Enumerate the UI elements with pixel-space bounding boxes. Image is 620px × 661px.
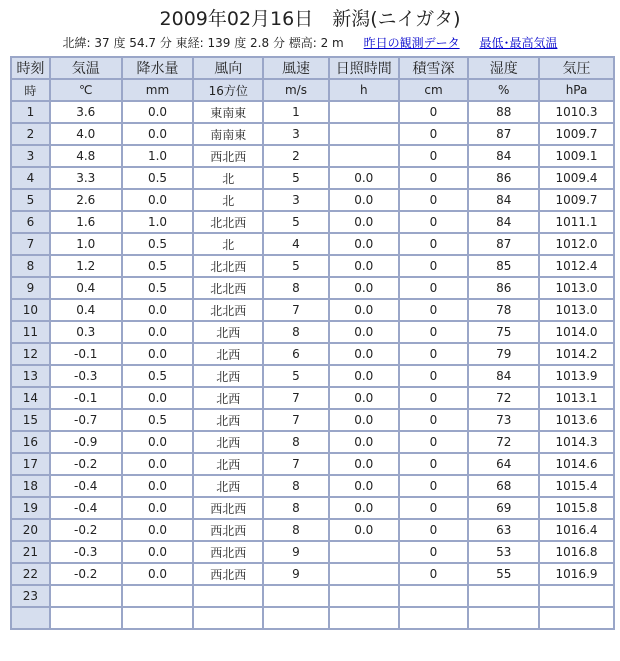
cell-sunshine [329, 607, 399, 629]
cell-temperature: -0.1 [50, 343, 122, 365]
cell-wind-direction: 北西 [193, 365, 263, 387]
cell-wind-speed: 4 [263, 233, 329, 255]
cell-temperature [50, 585, 122, 607]
header-wind-direction: 風向 [193, 57, 263, 79]
cell-temperature: 1.6 [50, 211, 122, 233]
header-humidity: 湿度 [468, 57, 539, 79]
cell-precipitation: 0.0 [122, 475, 194, 497]
cell-snow-depth: 0 [399, 233, 469, 255]
table-row [11, 189, 614, 211]
cell-temperature: 0.4 [50, 277, 122, 299]
cell-hour: 9 [11, 277, 50, 299]
cell-wind-speed [263, 585, 329, 607]
cell-snow-depth: 0 [399, 453, 469, 475]
cell-humidity: 55 [468, 563, 539, 585]
cell-humidity: 73 [468, 409, 539, 431]
hourly-weather-table [10, 56, 615, 630]
cell-temperature: -0.4 [50, 497, 122, 519]
table-row [11, 387, 614, 409]
cell-wind-speed: 3 [263, 189, 329, 211]
table-row [11, 585, 614, 607]
table-row [11, 167, 614, 189]
cell-hour: 17 [11, 453, 50, 475]
table-row [11, 365, 614, 387]
cell-precipitation: 0.0 [122, 387, 194, 409]
cell-sunshine [329, 541, 399, 563]
cell-wind-direction: 北北西 [193, 211, 263, 233]
unit-snow-depth: cm [399, 79, 469, 101]
cell-precipitation: 0.0 [122, 189, 194, 211]
cell-hour: 6 [11, 211, 50, 233]
cell-hour [11, 607, 50, 629]
unit-humidity: % [468, 79, 539, 101]
cell-sunshine: 0.0 [329, 343, 399, 365]
cell-precipitation: 0.0 [122, 431, 194, 453]
cell-wind-direction: 西北西 [193, 519, 263, 541]
unit-hour: 時 [11, 79, 50, 101]
table-row [11, 497, 614, 519]
cell-sunshine [329, 145, 399, 167]
cell-pressure: 1016.4 [539, 519, 614, 541]
cell-pressure: 1016.9 [539, 563, 614, 585]
cell-temperature: -0.9 [50, 431, 122, 453]
unit-sunshine: h [329, 79, 399, 101]
cell-pressure: 1014.6 [539, 453, 614, 475]
cell-snow-depth: 0 [399, 189, 469, 211]
cell-hour: 2 [11, 123, 50, 145]
cell-wind-speed: 8 [263, 321, 329, 343]
cell-wind-direction: 北北西 [193, 299, 263, 321]
cell-hour: 16 [11, 431, 50, 453]
cell-wind-speed: 5 [263, 365, 329, 387]
cell-pressure: 1012.4 [539, 255, 614, 277]
cell-wind-speed: 3 [263, 123, 329, 145]
cell-hour: 18 [11, 475, 50, 497]
cell-wind-direction: 北 [193, 167, 263, 189]
cell-hour: 15 [11, 409, 50, 431]
cell-pressure: 1013.1 [539, 387, 614, 409]
table-row [11, 321, 614, 343]
unit-temperature: ℃ [50, 79, 122, 101]
cell-precipitation: 0.0 [122, 453, 194, 475]
cell-sunshine [329, 123, 399, 145]
header-pressure: 気圧 [539, 57, 614, 79]
cell-sunshine: 0.0 [329, 519, 399, 541]
cell-hour: 1 [11, 101, 50, 123]
cell-wind-speed: 9 [263, 541, 329, 563]
cell-wind-speed: 7 [263, 409, 329, 431]
cell-temperature: 2.6 [50, 189, 122, 211]
cell-pressure: 1014.0 [539, 321, 614, 343]
cell-snow-depth: 0 [399, 563, 469, 585]
table-row [11, 211, 614, 233]
cell-wind-speed: 7 [263, 387, 329, 409]
table-row [11, 101, 614, 123]
units-row [11, 79, 614, 101]
cell-temperature: 0.3 [50, 321, 122, 343]
station-info [0, 34, 620, 51]
cell-wind-direction: 西北西 [193, 145, 263, 167]
cell-snow-depth: 0 [399, 497, 469, 519]
header-wind-speed: 風速 [263, 57, 329, 79]
page-title: 2009年02月16日 新潟(ニイガタ) [159, 8, 461, 30]
cell-snow-depth: 0 [399, 167, 469, 189]
cell-humidity: 87 [468, 123, 539, 145]
cell-precipitation: 0.5 [122, 167, 194, 189]
cell-temperature: 3.6 [50, 101, 122, 123]
cell-hour: 14 [11, 387, 50, 409]
cell-snow-depth: 0 [399, 365, 469, 387]
cell-precipitation: 0.0 [122, 519, 194, 541]
cell-precipitation: 0.0 [122, 343, 194, 365]
cell-wind-direction: 西北西 [193, 541, 263, 563]
cell-humidity: 72 [468, 387, 539, 409]
cell-snow-depth: 0 [399, 519, 469, 541]
cell-pressure: 1016.8 [539, 541, 614, 563]
cell-snow-depth: 0 [399, 277, 469, 299]
table-row [11, 475, 614, 497]
cell-pressure: 1013.9 [539, 365, 614, 387]
cell-wind-speed: 8 [263, 431, 329, 453]
cell-precipitation: 1.0 [122, 211, 194, 233]
cell-humidity: 87 [468, 233, 539, 255]
cell-snow-depth [399, 585, 469, 607]
cell-sunshine: 0.0 [329, 299, 399, 321]
cell-precipitation: 0.0 [122, 563, 194, 585]
table-row [11, 563, 614, 585]
unit-pressure: hPa [539, 79, 614, 101]
cell-precipitation: 0.5 [122, 233, 194, 255]
cell-hour: 22 [11, 563, 50, 585]
cell-temperature: -0.3 [50, 365, 122, 387]
cell-temperature: 4.0 [50, 123, 122, 145]
cell-snow-depth: 0 [399, 475, 469, 497]
cell-hour: 7 [11, 233, 50, 255]
cell-temperature: -0.4 [50, 475, 122, 497]
cell-wind-direction: 北北西 [193, 277, 263, 299]
cell-humidity: 84 [468, 211, 539, 233]
cell-temperature: 1.2 [50, 255, 122, 277]
cell-precipitation: 0.0 [122, 541, 194, 563]
cell-humidity: 84 [468, 189, 539, 211]
cell-snow-depth: 0 [399, 145, 469, 167]
unit-wind-speed: m/s [263, 79, 329, 101]
table-row [11, 123, 614, 145]
cell-wind-speed: 5 [263, 255, 329, 277]
cell-pressure: 1015.8 [539, 497, 614, 519]
cell-hour: 4 [11, 167, 50, 189]
cell-hour: 21 [11, 541, 50, 563]
cell-wind-direction: 北西 [193, 453, 263, 475]
cell-hour: 12 [11, 343, 50, 365]
cell-wind-speed: 8 [263, 519, 329, 541]
cell-precipitation: 0.5 [122, 409, 194, 431]
cell-sunshine: 0.0 [329, 453, 399, 475]
cell-wind-speed: 8 [263, 277, 329, 299]
yesterday-data-link[interactable]: 昨日の観測データ [363, 36, 460, 50]
unit-precipitation: mm [122, 79, 194, 101]
cell-wind-direction: 北西 [193, 409, 263, 431]
cell-wind-speed [263, 607, 329, 629]
cell-hour: 19 [11, 497, 50, 519]
header-precipitation: 降水量 [122, 57, 194, 79]
cell-pressure: 1014.3 [539, 431, 614, 453]
cell-pressure: 1015.4 [539, 475, 614, 497]
cell-hour: 13 [11, 365, 50, 387]
cell-sunshine: 0.0 [329, 321, 399, 343]
cell-precipitation [122, 607, 194, 629]
cell-wind-speed: 5 [263, 167, 329, 189]
cell-precipitation: 0.0 [122, 497, 194, 519]
cell-snow-depth: 0 [399, 343, 469, 365]
cell-temperature [50, 607, 122, 629]
table-row [11, 233, 614, 255]
cell-snow-depth: 0 [399, 541, 469, 563]
cell-precipitation [122, 585, 194, 607]
cell-wind-speed: 9 [263, 563, 329, 585]
cell-humidity: 78 [468, 299, 539, 321]
cell-wind-direction: 北 [193, 233, 263, 255]
cell-wind-direction: 北西 [193, 431, 263, 453]
cell-wind-speed: 2 [263, 145, 329, 167]
cell-snow-depth: 0 [399, 387, 469, 409]
cell-sunshine: 0.0 [329, 233, 399, 255]
cell-temperature: 0.4 [50, 299, 122, 321]
cell-wind-direction: 北西 [193, 321, 263, 343]
cell-sunshine [329, 585, 399, 607]
cell-pressure: 1013.6 [539, 409, 614, 431]
table-row [11, 255, 614, 277]
cell-pressure: 1014.2 [539, 343, 614, 365]
cell-hour: 23 [11, 585, 50, 607]
cell-sunshine: 0.0 [329, 255, 399, 277]
cell-wind-speed: 7 [263, 299, 329, 321]
cell-temperature: 4.8 [50, 145, 122, 167]
table-row [11, 145, 614, 167]
cell-pressure: 1009.1 [539, 145, 614, 167]
cell-precipitation: 0.0 [122, 123, 194, 145]
cell-sunshine: 0.0 [329, 431, 399, 453]
cell-humidity: 84 [468, 145, 539, 167]
table-row [11, 431, 614, 453]
cell-pressure [539, 585, 614, 607]
cell-wind-direction: 東南東 [193, 101, 263, 123]
cell-pressure [539, 607, 614, 629]
cell-snow-depth: 0 [399, 431, 469, 453]
cell-sunshine: 0.0 [329, 387, 399, 409]
table-row [11, 343, 614, 365]
unit-wind-direction: 16方位 [193, 79, 263, 101]
cell-hour: 10 [11, 299, 50, 321]
cell-precipitation: 1.0 [122, 145, 194, 167]
cell-wind-speed: 6 [263, 343, 329, 365]
header-snow-depth: 積雪深 [399, 57, 469, 79]
cell-wind-direction: 北西 [193, 475, 263, 497]
location-text: 北緯: 37 度 54.7 分 東経: 139 度 2.8 分 標高: 2 m [62, 36, 344, 50]
cell-temperature: 1.0 [50, 233, 122, 255]
cell-sunshine: 0.0 [329, 409, 399, 431]
cell-snow-depth: 0 [399, 211, 469, 233]
table-row [11, 409, 614, 431]
cell-snow-depth [399, 607, 469, 629]
cell-wind-speed: 1 [263, 101, 329, 123]
cell-wind-speed: 8 [263, 475, 329, 497]
cell-wind-direction: 西北西 [193, 563, 263, 585]
cell-pressure: 1009.7 [539, 189, 614, 211]
cell-precipitation: 0.0 [122, 321, 194, 343]
cell-sunshine: 0.0 [329, 475, 399, 497]
cell-humidity: 85 [468, 255, 539, 277]
cell-hour: 8 [11, 255, 50, 277]
cell-humidity: 68 [468, 475, 539, 497]
cell-sunshine: 0.0 [329, 365, 399, 387]
cell-temperature: -0.3 [50, 541, 122, 563]
cell-pressure: 1013.0 [539, 277, 614, 299]
cell-temperature: -0.2 [50, 519, 122, 541]
cell-temperature: -0.2 [50, 453, 122, 475]
cell-wind-speed: 7 [263, 453, 329, 475]
cell-humidity [468, 607, 539, 629]
cell-temperature: -0.2 [50, 563, 122, 585]
header-row [11, 57, 614, 79]
cell-humidity: 86 [468, 167, 539, 189]
cell-precipitation: 0.5 [122, 255, 194, 277]
cell-humidity: 86 [468, 277, 539, 299]
cell-precipitation: 0.5 [122, 277, 194, 299]
cell-wind-direction: 西北西 [193, 497, 263, 519]
cell-pressure: 1010.3 [539, 101, 614, 123]
table-row [11, 277, 614, 299]
table-row [11, 607, 614, 629]
header-hour: 時刻 [11, 57, 50, 79]
cell-wind-direction: 北 [193, 189, 263, 211]
cell-hour: 20 [11, 519, 50, 541]
cell-snow-depth: 0 [399, 409, 469, 431]
cell-hour: 3 [11, 145, 50, 167]
cell-wind-speed: 8 [263, 497, 329, 519]
cell-wind-speed: 5 [263, 211, 329, 233]
min-max-temp-link[interactable]: 最低･最高気温 [479, 36, 558, 50]
cell-sunshine: 0.0 [329, 211, 399, 233]
cell-pressure: 1012.0 [539, 233, 614, 255]
cell-wind-direction: 北西 [193, 343, 263, 365]
cell-humidity: 72 [468, 431, 539, 453]
cell-wind-direction: 北西 [193, 387, 263, 409]
cell-temperature: 3.3 [50, 167, 122, 189]
cell-sunshine [329, 563, 399, 585]
cell-sunshine: 0.0 [329, 167, 399, 189]
cell-sunshine: 0.0 [329, 277, 399, 299]
cell-humidity: 88 [468, 101, 539, 123]
cell-humidity: 69 [468, 497, 539, 519]
cell-humidity: 79 [468, 343, 539, 365]
cell-precipitation: 0.5 [122, 365, 194, 387]
cell-snow-depth: 0 [399, 123, 469, 145]
cell-hour: 11 [11, 321, 50, 343]
cell-precipitation: 0.0 [122, 101, 194, 123]
cell-wind-direction [193, 607, 263, 629]
cell-pressure: 1009.7 [539, 123, 614, 145]
cell-humidity [468, 585, 539, 607]
cell-pressure: 1009.4 [539, 167, 614, 189]
cell-snow-depth: 0 [399, 299, 469, 321]
cell-humidity: 63 [468, 519, 539, 541]
header-temperature: 気温 [50, 57, 122, 79]
cell-wind-direction: 南南東 [193, 123, 263, 145]
header-sunshine: 日照時間 [329, 57, 399, 79]
cell-wind-direction [193, 585, 263, 607]
table-row [11, 299, 614, 321]
cell-snow-depth: 0 [399, 101, 469, 123]
cell-snow-depth: 0 [399, 255, 469, 277]
cell-snow-depth: 0 [399, 321, 469, 343]
cell-temperature: -0.7 [50, 409, 122, 431]
cell-temperature: -0.1 [50, 387, 122, 409]
cell-humidity: 84 [468, 365, 539, 387]
cell-sunshine: 0.0 [329, 497, 399, 519]
cell-wind-direction: 北北西 [193, 255, 263, 277]
cell-hour: 5 [11, 189, 50, 211]
table-row [11, 541, 614, 563]
cell-humidity: 75 [468, 321, 539, 343]
cell-humidity: 64 [468, 453, 539, 475]
cell-pressure: 1011.1 [539, 211, 614, 233]
cell-pressure: 1013.0 [539, 299, 614, 321]
table-row [11, 453, 614, 475]
cell-sunshine: 0.0 [329, 189, 399, 211]
cell-humidity: 53 [468, 541, 539, 563]
cell-precipitation: 0.0 [122, 299, 194, 321]
table-row [11, 519, 614, 541]
cell-sunshine [329, 101, 399, 123]
